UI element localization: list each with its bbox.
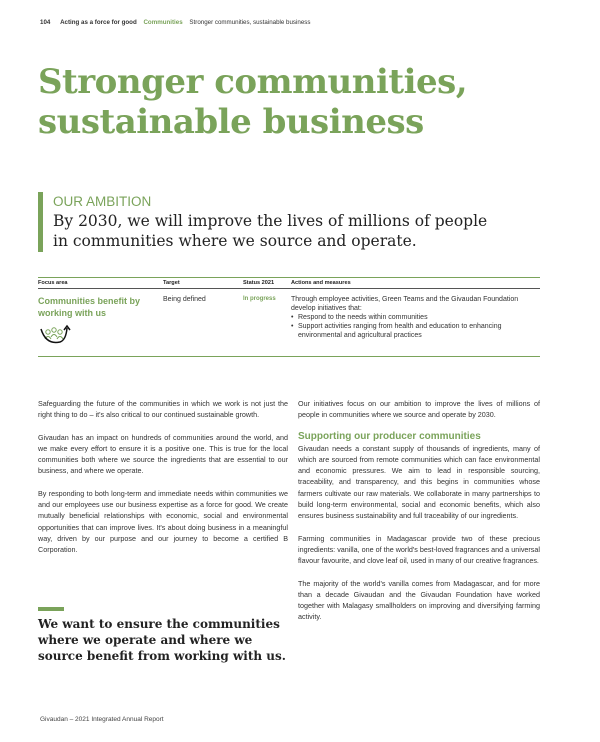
body-paragraph: Farming communities in Madagascar provide two of these precious ingredients: vanilla, one of the world's best-loved fragrances and a universal flavour favourite, and clove leaf oil, used in many of our creative fragrances. <box>298 533 540 566</box>
section-subheading: Supporting our producer communities <box>298 430 481 442</box>
cell-target: Being defined <box>163 296 206 303</box>
page-footer: Givaudan – 2021 Integrated Annual Report <box>40 716 164 723</box>
ambition-label: OUR AMBITION <box>53 194 152 209</box>
actions-bullet: • Support activities ranging from health and education to enhancing environmental and agricultural practices <box>291 322 540 340</box>
actions-intro: Through employee activities, Green Teams and the Givaudan Foundation develop initiatives that: <box>291 296 519 312</box>
header-actions: Actions and measures <box>291 280 351 286</box>
page-title-line2: sustainable business <box>38 102 424 142</box>
page-title <box>38 62 538 142</box>
ambition-line2: in communities where we source and operate. <box>53 232 417 250</box>
community-growth-icon <box>38 323 74 345</box>
actions-bullet: • Respond to the needs within communities <box>291 313 540 322</box>
body-paragraph: The majority of the world's vanilla comes from Madagascar, and for more than a decade Givaudan and the Givaudan Foundation have worked together with Malagasy smallholders on improving and diversifying farming activity. <box>298 578 540 622</box>
focus-table <box>38 277 540 357</box>
breadcrumb-current: Stronger communities, sustainable business <box>189 19 311 26</box>
header-status: Status 2021 <box>243 280 275 286</box>
quote-accent-bar <box>38 607 64 611</box>
body-paragraph: Givaudan has an impact on hundreds of communities around the world, and we make every effort to ensure it is a positive one. This is true for the local communities both where we source the ingredients that are essential to our business, and where we operate. <box>38 432 288 476</box>
header-target: Target <box>163 280 180 286</box>
actions-list <box>291 313 540 340</box>
ambition-statement <box>53 211 558 251</box>
cell-focus-area <box>38 295 163 345</box>
cell-actions <box>291 295 540 345</box>
body-paragraph: Givaudan needs a constant supply of thousands of ingredients, many of which are sourced from remote communities which can face environmental and economic pressures. We aim to lead in responsible sourcing, traceability, and transparency, and this begins in communities whose farmers cultivate our raw materials. We collaborate in many partnerships to build long-term environmental, social and economic benefits, which also ensures business sustainability and full traceability of our ingredients. <box>298 443 540 521</box>
table-header-row <box>38 278 540 289</box>
ambition-line1: By 2030, we will improve the lives of millions of people <box>53 212 488 230</box>
status-badge: In progress <box>243 296 276 302</box>
breadcrumb <box>40 19 315 26</box>
breadcrumb-subsection[interactable]: Communities <box>143 19 183 26</box>
breadcrumb-section[interactable]: Acting as a force for good <box>60 19 137 26</box>
body-paragraph: Safeguarding the future of the communities in which we work is not just the right thing to do – it's also critical to our continued sustainable growth. <box>38 399 288 420</box>
pull-quote: We want to ensure the communities where we operate and where we source benefit from working with us. <box>38 617 286 663</box>
page-number: 104 <box>40 19 51 26</box>
focus-area-title: Communities benefit by working with us <box>38 296 141 318</box>
page-title-line1: Stronger communities, <box>38 62 468 102</box>
ambition-block <box>38 192 558 252</box>
header-focus-area: Focus area <box>38 280 68 286</box>
right-column <box>298 398 540 634</box>
intro-paragraph: Our initiatives focus on our ambition to improve the lives of millions of people in communities where we source and operate by 2030. <box>298 399 540 420</box>
body-paragraph: By responding to both long-term and immediate needs within communities we and our employees use our business expertise as a force for good. We create mutually beneficial relationships with economic, social and environmental opportunities that can improve lives. It's about doing business in a meaningful way, driven by our purpose and our journey to become a certified B Corporation. <box>38 488 288 555</box>
table-row <box>38 289 540 345</box>
left-column <box>38 398 288 567</box>
